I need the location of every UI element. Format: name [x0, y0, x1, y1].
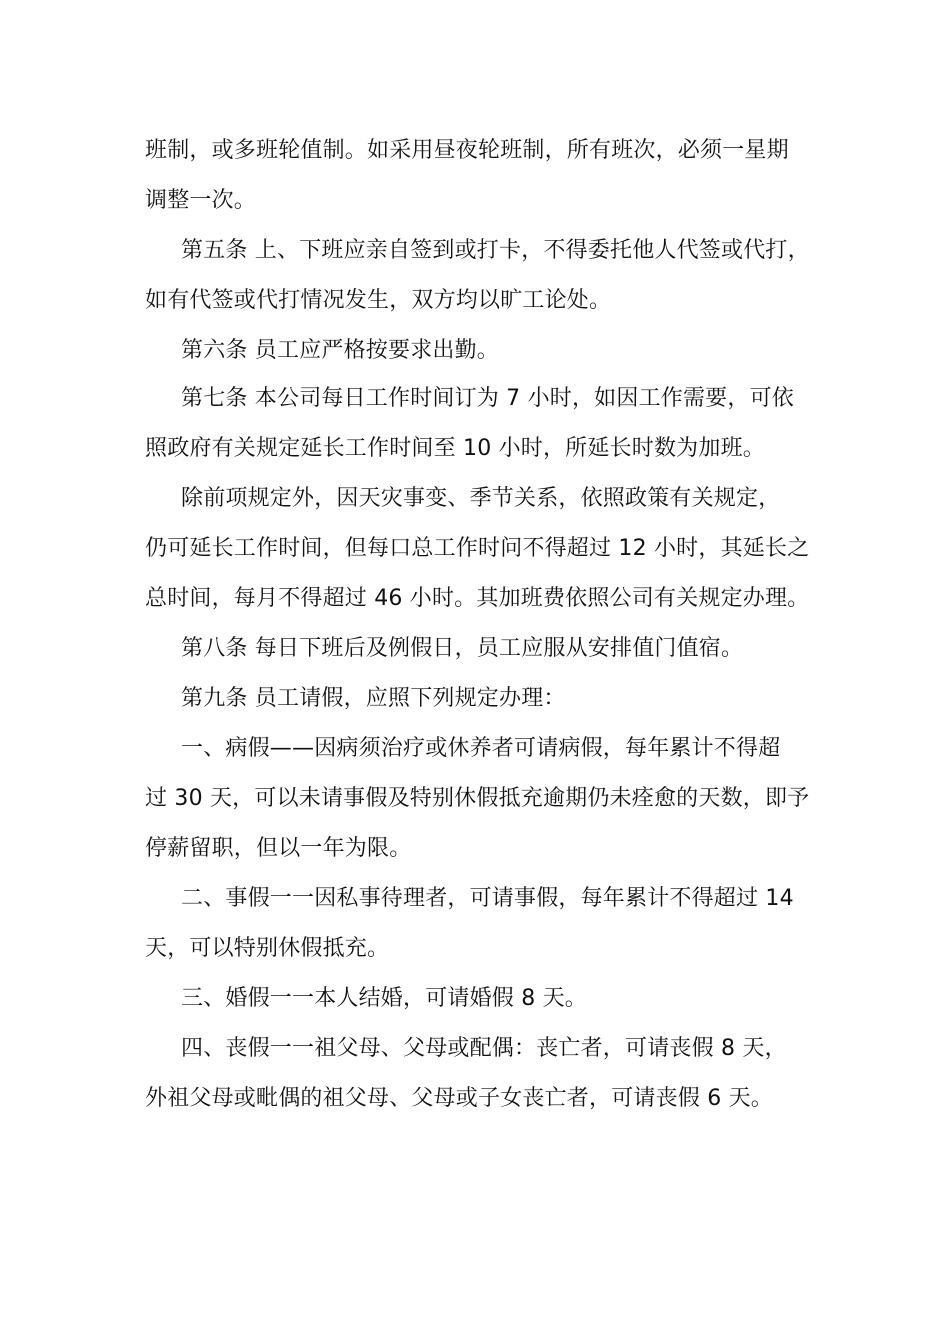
paragraph-line: 总时间，每月不得超过 46 小时。其加班费依照公司有关规定办理。	[145, 586, 810, 611]
paragraph-line: 班制，或多班轮值制。如采用昼夜轮班制，所有班次，必须一星期	[145, 138, 789, 163]
personal-leave-line: 二、事假一一因私事待理者，可请事假，每年累计不得超过 14	[181, 886, 794, 911]
paragraph-line: 调整一次。	[145, 188, 257, 213]
article-7-line: 第七条 本公司每日工作时间订为 7 小时，如因工作需要，可依	[181, 386, 794, 411]
article-7-line: 照政府有关规定延长工作时间至 10 小时，所延长时数为加班。	[145, 436, 765, 461]
article-6-line: 第六条 员工应严格按要求出勤。	[181, 338, 499, 363]
personal-leave-line: 天，可以特别休假抵充。	[145, 936, 390, 961]
funeral-leave-line: 外祖父母或毗偶的祖父母、父母或子女丧亡者，可请丧假 6 天。	[145, 1086, 773, 1111]
sick-leave-line: 过 30 天，可以未请事假及特别休假抵充逾期仍未痊愈的天数，即予	[145, 786, 810, 811]
sick-leave-line: 一、病假——因病须治疗或休养者可请病假，每年累计不得超	[181, 736, 781, 761]
article-5-line: 第五条 上、下班应亲自签到或打卡，不得委托他人代签或代打，	[181, 238, 810, 263]
article-8-line: 第八条 每日下班后及例假日，员工应服从安排值门值宿。	[181, 636, 744, 661]
funeral-leave-line: 四、丧假一一祖父母、父母或配偶：丧亡者，可请丧假 8 天，	[181, 1036, 787, 1061]
article-5-line: 如有代签或代打情况发生，双方均以旷工论处。	[145, 288, 612, 313]
article-9-line: 第九条 员工请假，应照下列规定办理：	[181, 686, 566, 711]
paragraph-line: 除前项规定外，因天灾事变、季节关系，依照政策有关规定，	[181, 486, 781, 511]
sick-leave-line: 停薪留职，但以一年为限。	[145, 836, 412, 861]
paragraph-line: 仍可延长工作时间，但每口总工作时问不得超过 12 小时，其延长之	[145, 536, 810, 561]
marriage-leave-line: 三、婚假一一本人结婚，可请婚假 8 天。	[181, 986, 587, 1011]
